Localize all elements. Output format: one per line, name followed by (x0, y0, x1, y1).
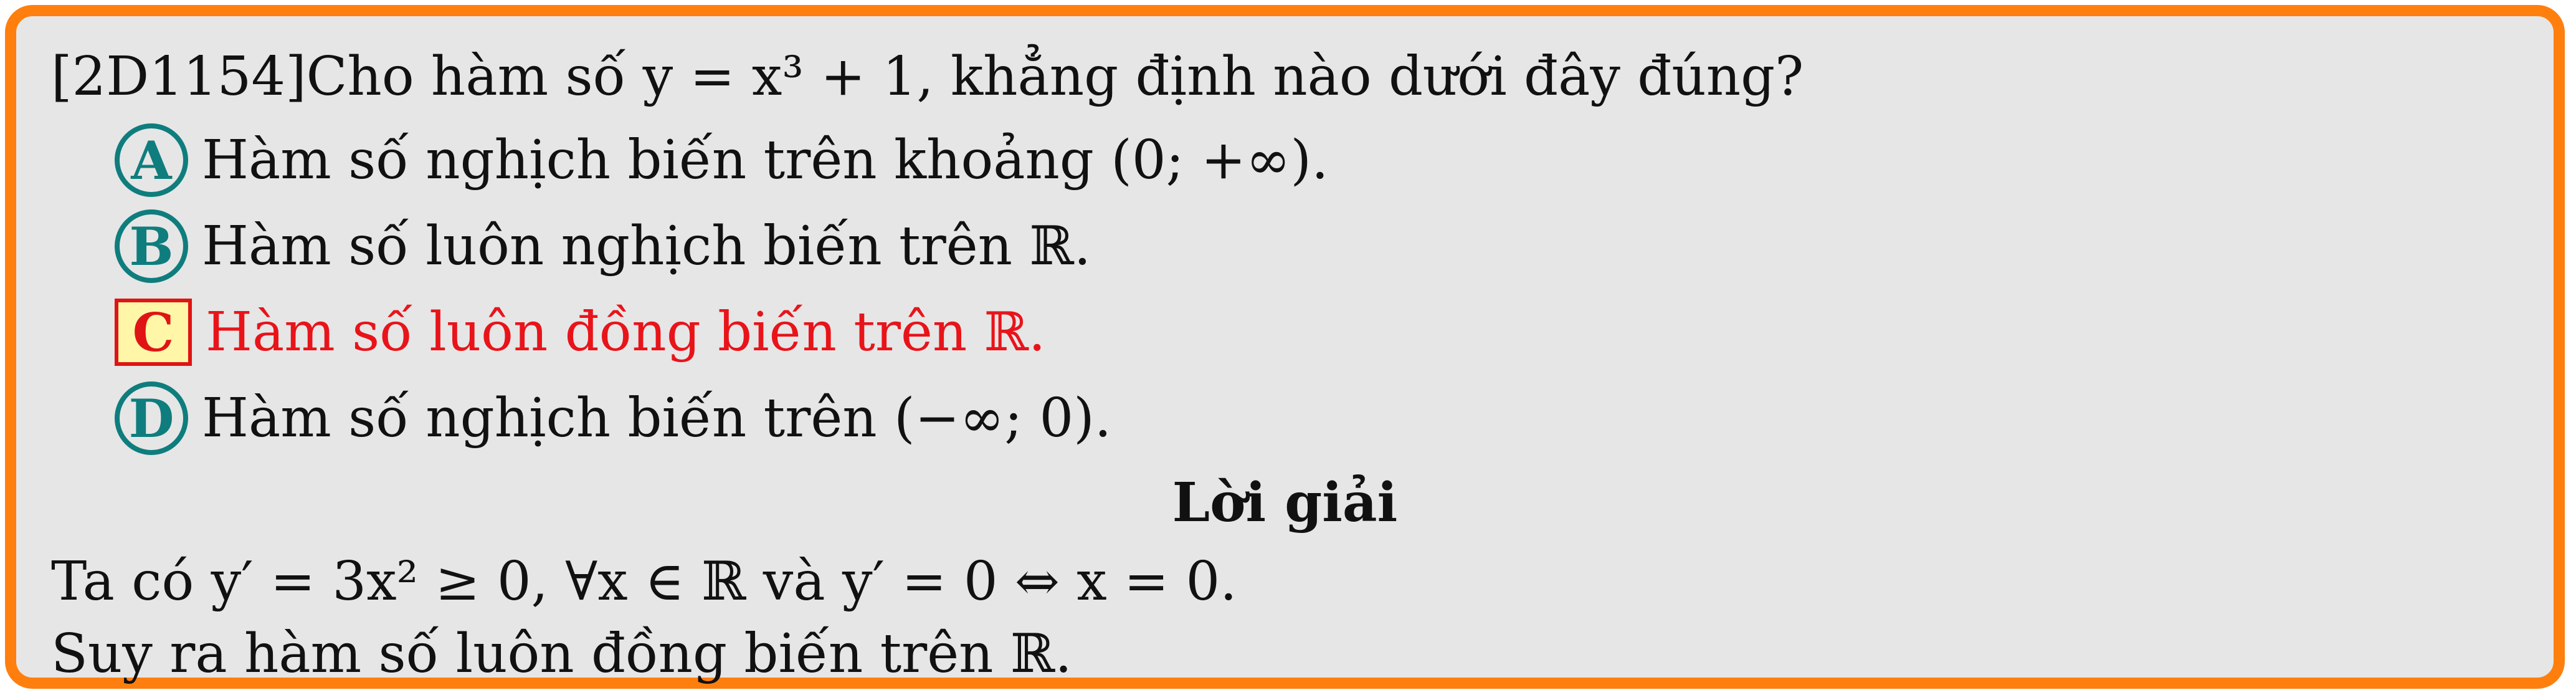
option-a-text: Hàm số nghịch biến trên khoảng (0; +∞). (202, 129, 1329, 191)
option-d[interactable] (115, 381, 1111, 456)
option-a-marker: A (115, 123, 188, 197)
option-b-text: Hàm số luôn nghịch biến trên ℝ. (202, 215, 1091, 277)
solution-heading: Lời giải (1172, 471, 1398, 534)
option-b[interactable] (115, 209, 1091, 284)
solution-line-1: Ta có y′ = 3x² ≥ 0, ∀x ∈ ℝ và y′ = 0 ⇔ x = 0. (51, 550, 1237, 613)
option-c-text: Hàm số luôn đồng biến trên ℝ. (206, 301, 1046, 363)
option-b-marker: B (115, 209, 188, 283)
option-d-marker: D (115, 381, 188, 455)
question-text: [2D1154]Cho hàm số y = x³ + 1, khẳng định nào dưới đây đúng? (51, 46, 1804, 108)
option-a[interactable] (115, 123, 1328, 198)
option-d-text: Hàm số nghịch biến trên (−∞; 0). (202, 387, 1112, 449)
option-c-marker-correct: C (115, 299, 192, 366)
question-card (5, 5, 2565, 689)
option-c[interactable] (115, 295, 1045, 370)
solution-line-2: Suy ra hàm số luôn đồng biến trên ℝ. (51, 623, 1072, 685)
